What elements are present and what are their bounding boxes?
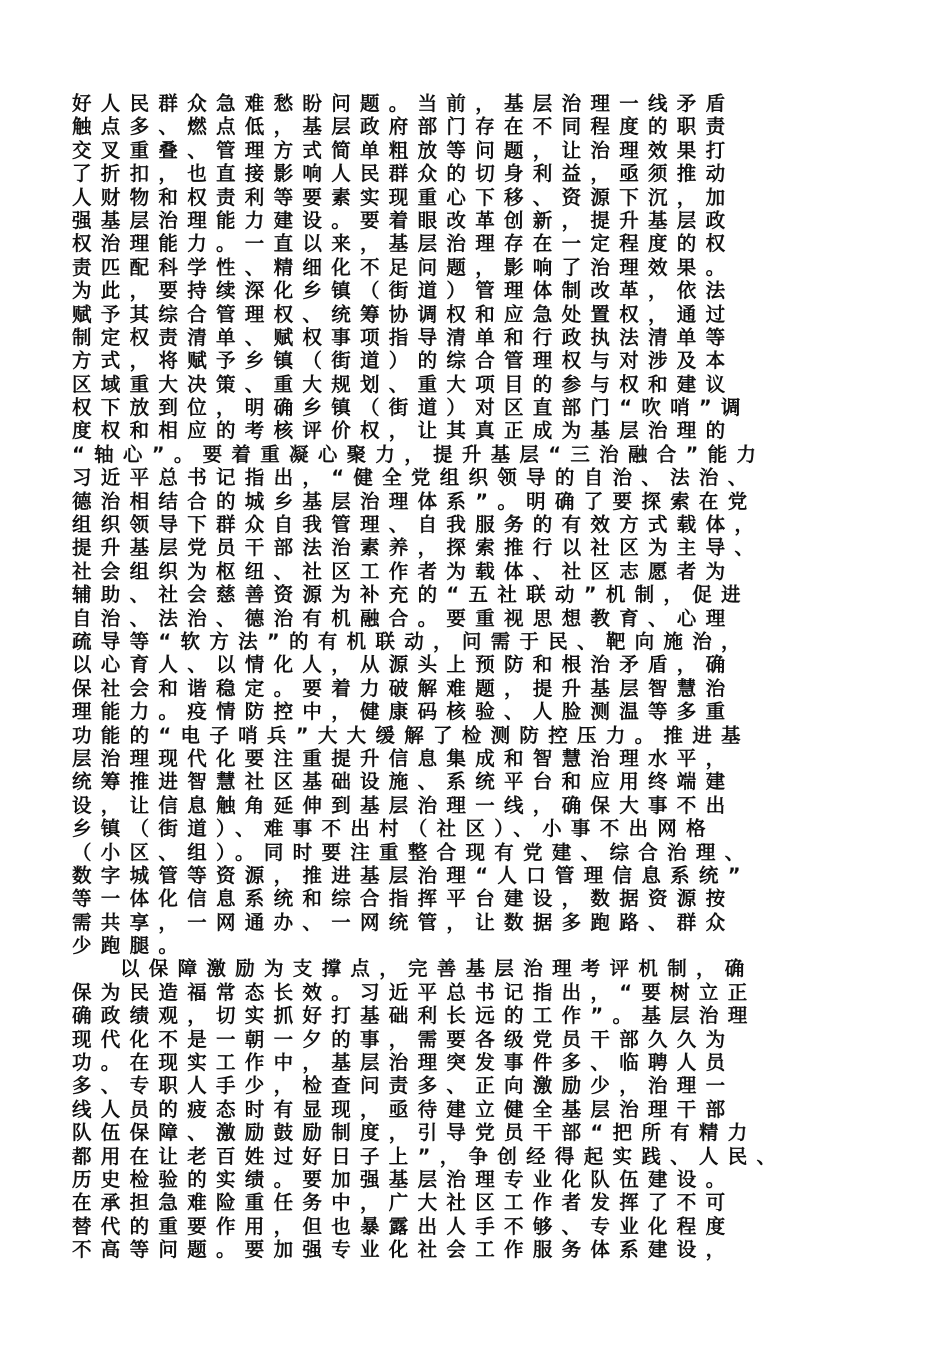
paragraph-start-line: 以保障激励为支撑点，完善基层治理考评机制，确 bbox=[120, 957, 754, 981]
text-line: 权下放到位，明确乡镇（街道）对区直部门“吹哨”调 bbox=[72, 396, 750, 420]
text-line: 疏导等“软方法”的有机联动，问需于民、靶向施治， bbox=[72, 629, 750, 653]
text-line: 设，让信息触角延伸到基层治理一线，确保大事不出 bbox=[72, 793, 735, 817]
text-line: 队伍保障、激励鼓励制度，引导党员干部“把所有精力 bbox=[72, 1121, 757, 1145]
text-line: 历史检验的实绩。要加强基层治理专业化队伍建设。 bbox=[72, 1167, 735, 1191]
text-line: 触点多、燃点低，基层政府部门存在不同程度的职责 bbox=[72, 115, 735, 139]
text-line: 现代化不是一朝一夕的事，需要各级党员干部久久为 bbox=[72, 1027, 735, 1051]
text-line: 了折扣，也直接影响人民群众的切身利益，亟须推动 bbox=[72, 162, 735, 186]
text-line: 交叉重叠、管理方式简单粗放等问题，让治理效果打 bbox=[72, 138, 735, 162]
text-line: 保社会和谐稳定。要着力破解难题，提升基层智慧治 bbox=[72, 676, 735, 700]
text-line: 多、专职人手少，检查问责多、正向激励少，治理一 bbox=[72, 1074, 735, 1098]
text-line: 人财物和权责利等要素实现重心下移、资源下沉，加 bbox=[72, 185, 735, 209]
text-line: 习近平总书记指出，“健全党组织领导的自治、法治、 bbox=[72, 466, 757, 490]
text-line: 区域重大决策、重大规划、重大项目的参与权和建议 bbox=[72, 372, 735, 396]
text-line: 层治理现代化要注重提升信息集成和智慧治理水平， bbox=[72, 746, 735, 770]
text-line: 组织领导下群众自我管理、自我服务的有效方式载体， bbox=[72, 513, 764, 537]
text-line: 为此，要持续深化乡镇（街道）管理体制改革，依法 bbox=[72, 279, 735, 303]
text-line: “轴心”。要着重凝心聚力，提升基层“三治融合”能力 bbox=[72, 442, 766, 466]
text-line: 统筹推进智慧社区基础设施、系统平台和应用终端建 bbox=[72, 770, 735, 794]
text-line: 度权和相应的考核评价权，让其真正成为基层治理的 bbox=[72, 419, 735, 443]
text-line: 功。在现实工作中，基层治理突发事件多、临聘人员 bbox=[72, 1051, 735, 1075]
text-line: 以心育人、以情化人，从源头上预防和根治矛盾，确 bbox=[72, 653, 735, 677]
body-text bbox=[72, 92, 862, 1262]
text-line: 少跑腿。 bbox=[72, 934, 188, 958]
text-line: 数字城管等资源，推进基层治理“人口管理信息系统” bbox=[72, 863, 750, 887]
text-line: 德治相结合的城乡基层治理体系”。明确了要探索在党 bbox=[72, 489, 757, 513]
text-line: 保为民造福常态长效。习近平总书记指出，“要树立正 bbox=[72, 980, 757, 1004]
text-line: 方式，将赋予乡镇（街道）的综合管理权与对涉及本 bbox=[72, 349, 735, 373]
text-line: 不高等问题。要加强专业化社会工作服务体系建设， bbox=[72, 1238, 735, 1262]
text-line: 确政绩观，切实抓好打基础利长远的工作”。基层治理 bbox=[72, 1004, 757, 1028]
text-line: 乡镇（街道）、难事不出村（社区）、小事不出网格 bbox=[72, 817, 715, 841]
text-line: （小区、组）。同时要注重整合现有党建、综合治理、 bbox=[72, 840, 754, 864]
text-line: 功能的“电子哨兵”大大缓解了检测防控压力。推进基 bbox=[72, 723, 750, 747]
text-line: 等一体化信息系统和综合指挥平台建设，数据资源按 bbox=[72, 887, 735, 911]
text-line: 都用在让老百姓过好日子上”，争创经得起实践、人民、 bbox=[72, 1144, 786, 1168]
text-line: 辅助、社会慈善资源为补充的“五社联动”机制，促进 bbox=[72, 583, 750, 607]
text-line: 线人员的疲态时有显现，亟待建立健全基层治理干部 bbox=[72, 1097, 735, 1121]
text-line: 责匹配科学性、精细化不足问题，影响了治理效果。 bbox=[72, 255, 735, 279]
text-line: 自治、法治、德治有机融合。要重视思想教育、心理 bbox=[72, 606, 735, 630]
text-line: 制定权责清单、赋权事项指导清单和行政执法清单等 bbox=[72, 325, 735, 349]
text-line: 需共享，一网通办、一网统管，让数据多跑路、群众 bbox=[72, 910, 735, 934]
text-line: 强基层治理能力建设。要着眼改革创新，提升基层政 bbox=[72, 208, 735, 232]
text-line: 赋予其综合管理权、统筹协调权和应急处置权，通过 bbox=[72, 302, 735, 326]
text-line: 社会组织为枢纽、社区工作者为载体、社区志愿者为 bbox=[72, 559, 735, 583]
text-line: 提升基层党员干部法治素养，探索推行以社区为主导、 bbox=[72, 536, 764, 560]
text-line: 在承担急难险重任务中，广大社区工作者发挥了不可 bbox=[72, 1191, 735, 1215]
text-line: 权治理能力。一直以来，基层治理存在一定程度的权 bbox=[72, 232, 735, 256]
text-line: 替代的重要作用，但也暴露出人手不够、专业化程度 bbox=[72, 1214, 735, 1238]
text-line: 好人民群众急难愁盼问题。当前，基层治理一线矛盾 bbox=[72, 92, 735, 115]
text-line: 理能力。疫情防控中，健康码核验、人脸测温等多重 bbox=[72, 700, 735, 724]
